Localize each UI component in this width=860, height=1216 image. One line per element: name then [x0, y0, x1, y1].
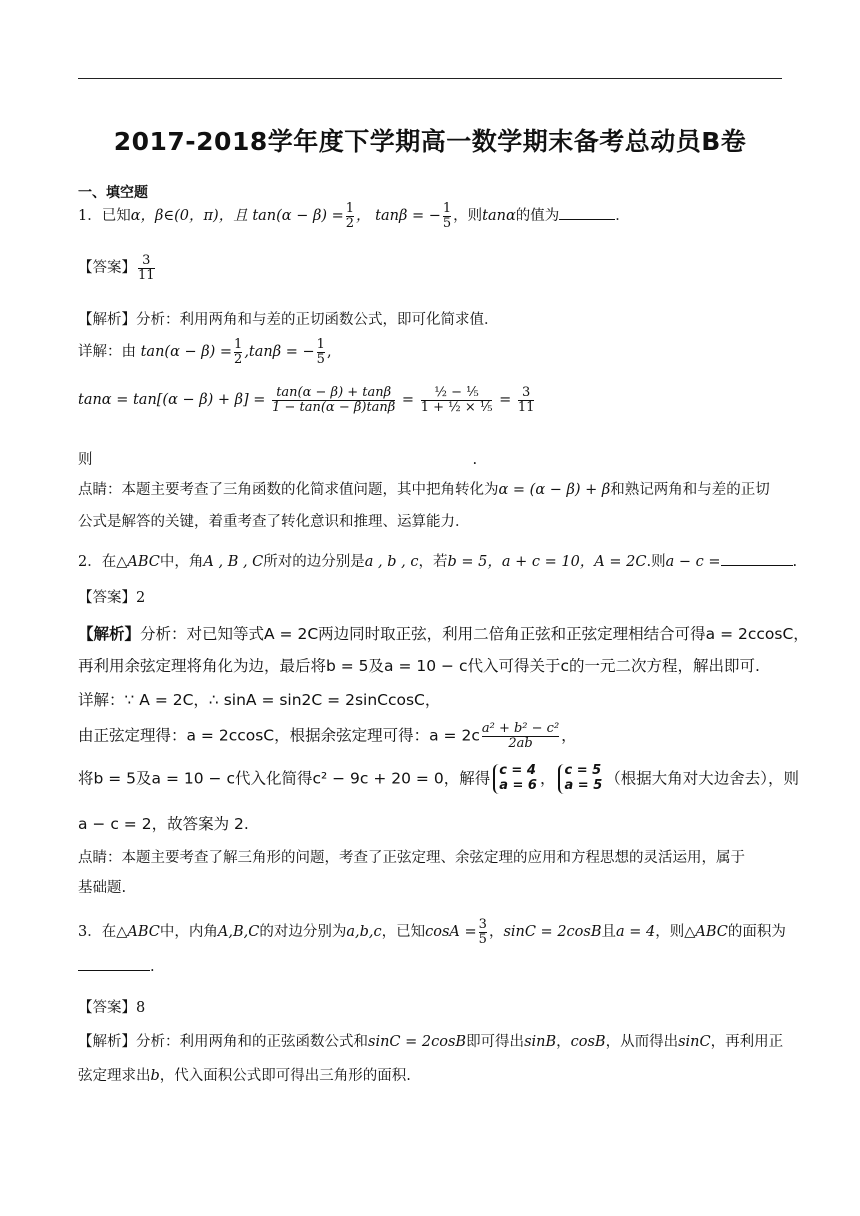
q1-formula-lhs: tanα = tan[(α − β) + β] = [78, 392, 266, 409]
q1-comment-2: 公式是解答的关键，着重考查了转化意识和推理、运算能力． [78, 514, 470, 530]
q1-fraction-b: $\frac{1}{5}$ [442, 201, 452, 231]
q1-analysis: 【解析】分析：利用两角和与差的正切函数公式，即可化简求值． [78, 312, 499, 328]
q2-solution-system-2: c = 5 a = 5 [558, 764, 602, 794]
q3-cos-fraction: $\frac{3}{5}$ [478, 917, 487, 947]
q2-analysis-2: 再利用余弦定理将角化为边，最后将b = 5及a = 10 − c代入可得关于c的一元二次方程，解出即可. [78, 657, 760, 675]
q1-comment: 点睛：本题主要考查了三角函数的化简求值问题，其中把角转化为α = (α − β) + β和熟记两角和与差的正切 [78, 482, 770, 498]
q2-solution-system-1: c = 4 a = 6 [493, 764, 537, 794]
q2-detail-2: 由正弦定理得：a = 2ccosC，根据余弦定理可得：a = 2c $\frac{\text{a² + b² − c²}}{2ab}$ ， [78, 721, 577, 751]
q2-analysis: 【解析】分析：对已知等式A = 2C两边同时取正弦，利用二倍角正弦和正弦定理相结合可得a = 2ccosC， [78, 625, 809, 643]
q3-answer: 【答案】8 [78, 1000, 146, 1016]
answer-tag: 【答案】 [78, 1000, 136, 1016]
answer-blank [721, 553, 793, 566]
q2-answer: 【答案】2 [78, 590, 146, 606]
q1-answer-fraction: $\frac{3}{11}$ [138, 253, 155, 283]
answer-blank [78, 958, 150, 971]
q2-comment-2: 基础题. [78, 880, 127, 896]
q1-fraction-a: $\frac{1}{2}$ [345, 201, 355, 231]
question-1: 1．已知α，β∈(0，π)，且 tan(α − β) = $\frac{1}{2}$ ， tanβ = − $\frac{1}{5}$ ，则tanα的值为 ． [78, 201, 630, 231]
answer-tag: 【答案】 [78, 590, 136, 606]
q2-cosine-fraction: $\frac{\text{a² + b² − c²}}{2ab}$ [481, 721, 560, 751]
section-heading: 一、填空题 [78, 185, 148, 201]
page-title: 2017-2018学年度下学期高一数学期末备考总动员B卷 [113, 127, 747, 156]
q1-equation-a: tan(α − β) = [252, 208, 344, 225]
q3-analysis: 【解析】分析：利用两角和的正弦函数公式和sinC = 2cosB即可得出sinB，cosB，从而得出sinC，再利用正 [78, 1034, 784, 1050]
q2-detail-4: a − c = 2，故答案为 2. [78, 815, 249, 833]
analysis-tag: 【解析】 [78, 625, 141, 643]
q2-detail-3: 将b = 5及a = 10 − c代入化简得c² − 9c + 20 = 0，解得 c = 4 a = 6 ， c = 5 a = 5 （根据大角对大边舍去），则 [78, 763, 800, 793]
q3-analysis-2: 弦定理求出b，代入面积公式即可得出三角形的面积. [78, 1068, 411, 1084]
q1-target: tanα [482, 208, 516, 225]
q1-detail-fraction-b: $\frac{1}{5}$ [316, 337, 325, 367]
question-3: 3．在△ABC中，内角A,B,C的对边分别为a,b,c，已知cosA = $\frac{3}{5}$ ，sinC = 2cosB且a = 4，则△ABC的面积为 [78, 917, 786, 947]
analysis-tag: 【解析】 [78, 312, 136, 328]
question-2: 2．在△ABC中，角A , B , C所对的边分别是a , b , c，若b = 5，a + c = 10，A = 2C.则a − c = . [78, 554, 798, 570]
q1-equation-b: ， tanβ = − [356, 208, 441, 225]
header-rule [78, 78, 782, 79]
q2-detail-1: 详解：∵ A = 2C，∴ sinA = sin2C = 2sinCcosC， [78, 691, 441, 709]
question-3-line-2: . [78, 958, 155, 975]
q1-formula-compound-fraction: $\frac{\text{½ − ⅕}}{\text{1 + ½ × ⅕}}$ [420, 385, 493, 415]
q1-formula-fraction: $\frac{\tan(\alpha - \beta) + \tan\beta}{1 - \tan(\alpha - \beta)\tan\beta}$ [272, 385, 396, 415]
q2-comment: 点睛：本题主要考查了解三角形的问题，考查了正弦定理、余弦定理的应用和方程思想的灵活运用，属于 [78, 850, 745, 866]
q1-number: 1．已知 [78, 208, 131, 225]
q1-answer [78, 254, 157, 282]
analysis-tag: 【解析】 [78, 1034, 136, 1050]
q1-then: 则 . [78, 452, 478, 468]
q1-detail: 详解：由 tan(α − β) = $\frac{1}{2}$ ,tanβ = − $\frac{1}{5}$ , [78, 337, 332, 367]
answer-blank [559, 207, 615, 220]
q1-formula-result: $\frac{3}{11}$ [517, 385, 535, 415]
q1-comment-expression: α = (α − β) + β [498, 482, 611, 498]
q1-condition: α，β∈(0，π)，且 [130, 208, 248, 225]
q1-formula: tanα = tan[(α − β) + β] = $\frac{\tan(\alpha - \beta) + \tan\beta}{1 - \tan(\alpha - \beta)\tan\beta}$ = $\frac{\text{½ − ⅕}}{\text{1 + ½ × ⅕}}$ = $\frac{3}{11}$ [78, 385, 535, 415]
answer-tag: 【答案】 [78, 260, 136, 277]
q1-detail-fraction-a: $\frac{1}{2}$ [234, 337, 243, 367]
